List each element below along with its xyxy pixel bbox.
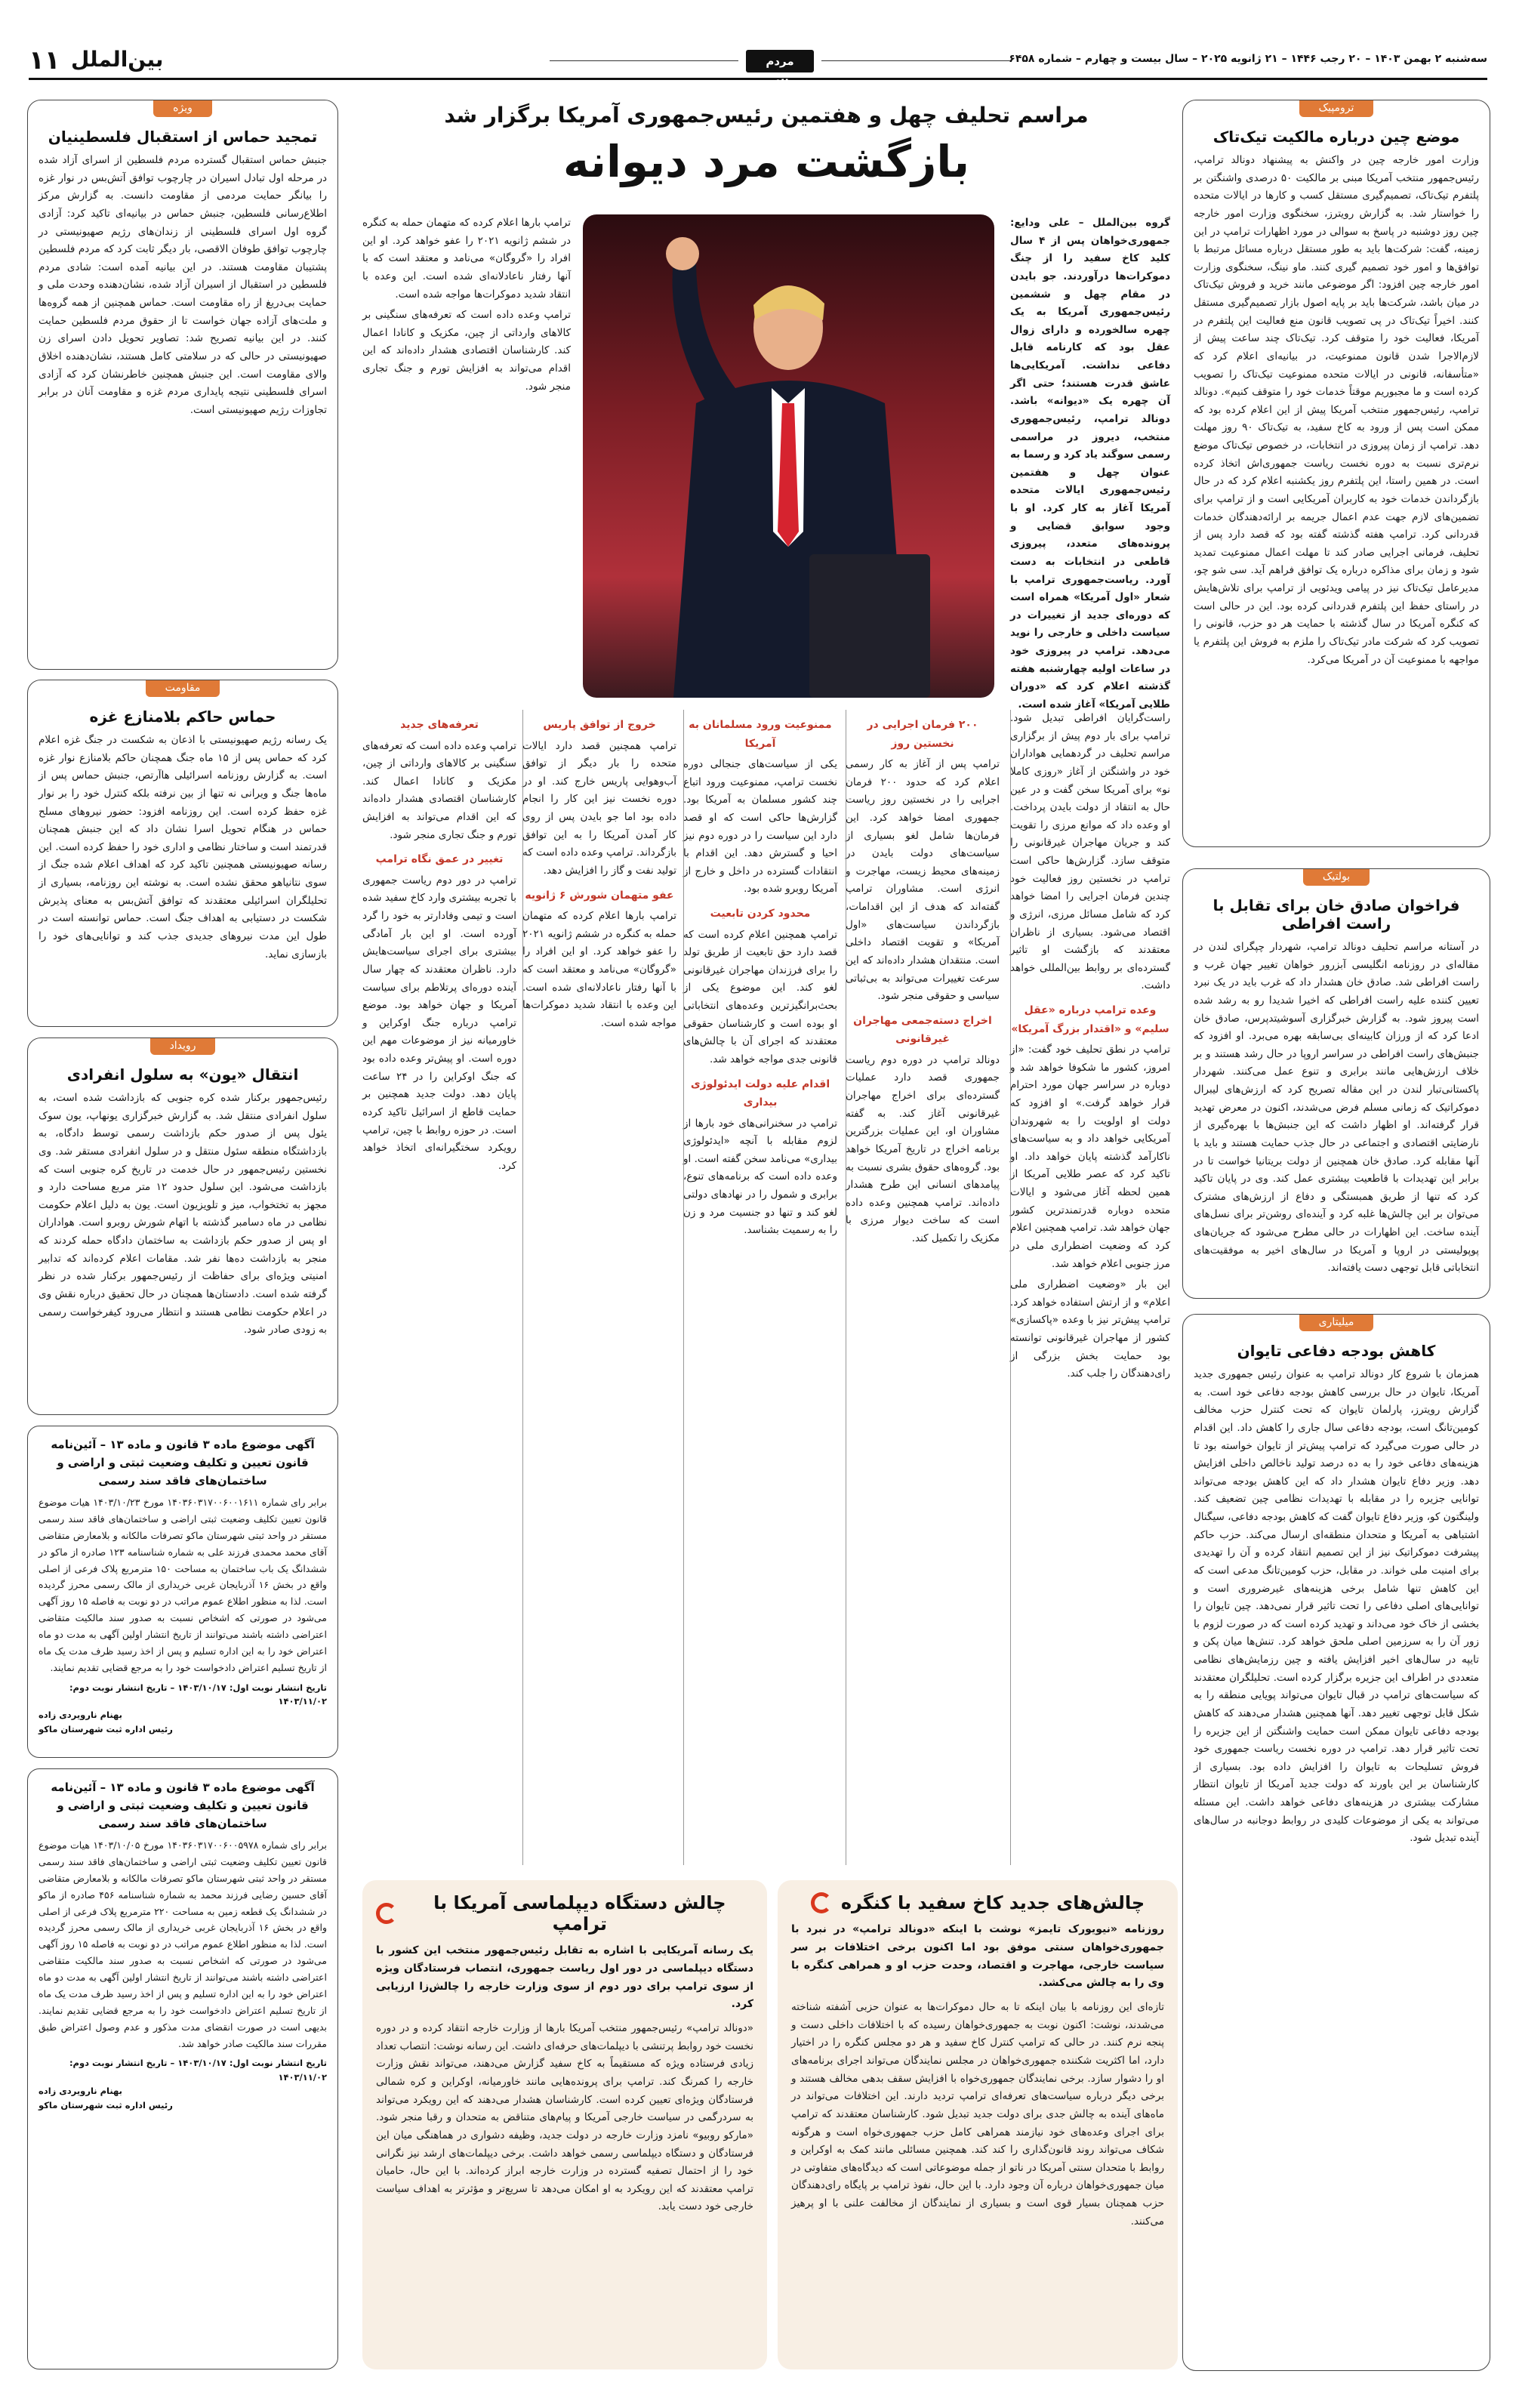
body-paragraph: این بار «وضعیت اضطراری ملی اعلام» و از ارتش استفاده خواهد کرد. ترامپ پیش‌تر نیز با وعده «پاکسازی» کشور از مهاجران غیرقانونی توانسته بود حمایت بخش بزرگی از رای‌دهندگان را جلب کند.	[1010, 1278, 1170, 1380]
article-title: حماس حاکم بلامنازع غزه	[89, 708, 276, 726]
body-paragraph: ترامپ در دور دوم ریاست جمهوری با تجربه بیشتری وارد کاخ سفید شده است و تیمی وفادارتر به خود را گرد آورده است. او این بار آمادگی بیشتری برای اجرای سیاست‌هایش دارد. ناظران معتقدند که چهار سال آینده دوره‌ای پرتلاطم برای سیاست آمریکا و جهان خواهد بود. موضع ترامپ درباره جنگ اوکراین و خاورمیانه نیز از موضوعات مهم این دوره است. او پیش‌تر وعده داده بود که جنگ اوکراین را در ۲۴ ساعت پایان دهد. دولت جدید همچنین بر حمایت قاطع از اسرائیل تاکید کرده است. در حوزه روابط با چین، ترامپ رویکرد سختگیرانه‌ای اتخاذ خواهد کرد.	[362, 874, 516, 1172]
article-title: چالش‌های جدید کاخ سفید با کنگره	[840, 1892, 1145, 1913]
subheading: عفو متهمان شورش ۶ ژانویه	[525, 889, 674, 902]
article-title: موضع چین درباره مالکیت تیک‌تاک	[1212, 128, 1460, 146]
article-body: یک رسانه رژیم صهیونیستی با اذعان به شکست در جنگ غزه اعلام کرد که حماس پس از ۱۵ ماه جنگ همچنان حاکم بلامنازع نوار غزه است. به گزارش روزنامه اسرائیلی هاآرتص، جنبش حماس پس از ماه‌ها جنگ و ویرانی نه تنها از بین نرفته بلکه کنترل خود را بر نوار غزه حفظ کرده است. این روزنامه افزود: حضور نیروهای مسلح حماس در هنگام تحویل اسرا نشان داد که این جنبش همچنان قدرتمند است و ساختار نظامی و اداری خود را حفظ کرده است. این رسانه صهیونیستی همچنین تاکید کرد که اهداف اعلام شده جنگ از سوی نتانیاهو محقق نشده است. به نوشته این روزنامه، بسیاری از تحلیلگران اسرائیلی معتقدند که توافق آتش‌بس به معنای پذیرش شکست در دستیابی به اهداف جنگ است. حماس توانسته است در طول این مدت نیروهای جدیدی جذب کند و توانایی‌های خود را بازسازی نماید.	[39, 734, 327, 960]
body-paragraph: یکی از سیاست‌های جنجالی دوره نخست ترامپ، ممنوعیت ورود اتباع چند کشور مسلمان به آمریکا بود. گزارش‌ها حاکی است که او قصد دارد این سیاست را در دوره دوم نیز احیا و گسترش دهد. این اقدام با انتقادات گسترده در داخل و خارج از آمریکا روبرو شده بود.	[683, 758, 837, 896]
logo-rule-right	[821, 60, 1010, 61]
body-paragraph: ترامپ همچنین قصد دارد ایالات متحده را بار دیگر از توافق آب‌وهوایی پاریس خارج کند. او در دوره نخست نیز این کار را انجام داده بود اما جو بایدن پس از روی کار آمدن آمریکا را به این توافق بازگرداند. ترامپ وعده داده است که تولید نفت و گاز را افزایش دهد.	[522, 739, 676, 877]
body-paragraph: ترامپ در نطق تحلیف خود گفت: «از امروز، کشور ما شکوفا خواهد شد و دوباره در سراسر جهان مورد احترام قرار خواهد گرفت.» او افزود که دولت او اولویت را به شهروندان آمریکایی خواهد داد و به سیاست‌های ناکارآمد گذشته پایان خواهد داد. او تاکید کرد که عصر طلایی آمریکا از همین لحظه آغاز می‌شود و ایالات متحده دوباره قدرتمندترین کشور جهان خواهد شد. ترامپ همچنین اعلام کرد که وضعیت اضطراری ملی در مرز جنوبی اعلام خواهد شد.	[1010, 1044, 1170, 1270]
trump-photo	[583, 214, 994, 698]
body-paragraph: ترامپ همچنین اعلام کرده است که قصد دارد حق تابعیت از طریق تولد را برای فرزندان مهاجران غیرقانونی لغو کند. این موضوع یکی از بحث‌برانگیزترین وعده‌های انتخاباتی او بوده است و کارشناسان حقوقی معتقدند که اجرای آن با چالش‌های قانونی جدی مواجه خواهد شد.	[683, 928, 837, 1065]
left-column-box-2	[27, 680, 338, 1027]
body-paragraph: دونالد ترامپ در دوره دوم ریاست جمهوری قصد دارد عملیات گسترده‌ای برای اخراج مهاجران غیرقانونی آغاز کند. به گفته مشاوران او، این عملیات بزرگترین برنامه اخراج در تاریخ آمریکا خواهد بود. گروه‌های حقوق بشری نسبت به پیامدهای انسانی این طرح هشدار داده‌اند. ترامپ همچنین وعده داده است که ساخت دیوار مرزی با مکزیک را تکمیل کند.	[846, 1053, 1000, 1244]
main-col-4	[522, 710, 676, 1314]
section-tag: ویژه	[153, 100, 212, 117]
page-number: ۱۱	[29, 45, 60, 76]
article-title: کاهش بودجه دفاعی تایوان	[1237, 1342, 1436, 1360]
section-title: بین‌الملل	[71, 47, 164, 72]
body-paragraph: راست‌گرایان افراطی تبدیل شود. ترامپ برای بار دوم پیش از برگزاری مراسم تحلیف در گردهمایی هواداران خود در واشنگتن از آغاز «روزی کاملا نو» برای آمریکا سخن گفت و در عین حال به انتقاد از دولت بایدن پرداخت. او وعده داد که موانع مرزی را تقویت کند و جریان مهاجران غیرقانونی را متوقف سازد. گزارش‌ها حاکی است ترامپ در نخستین روز فعالیت خود چندین فرمان اجرایی را امضا خواهد کرد که شامل مسائل مرزی، انرژی و اقتصاد می‌شود. بسیاری از ناظران معتقدند که بازگشت او تاثیر گسترده‌ای بر روابط بین‌المللی خواهد داشت.	[1010, 712, 1170, 992]
legal-notice-1	[27, 1426, 338, 1758]
article-body: در آستانه مراسم تحلیف دونالد ترامپ، شهردار چپگرای لندن در مقاله‌ای در روزنامه انگلیسی آبزرور خواهان تغییر جهان غرب و راست افراطی شد. صادق خان هشدار داد که غرب باید در یک نبرد تعیین کننده علیه راست افراطی که اخیرا شدیدا رو به رشد شده است پیروز شود. به گزارش خبرگزاری آسوشیتدپرس، صادق خان ادعا کرد که از ورزان کابینه‌ای بی‌سابقه بهره می‌برد. او افزود که جنبش‌های راست افراطی در سراسر اروپا در حال رشد هستند و بر خلاف ارزش‌هایی مانند برابری و تنوع عمل می‌کنند. شهردار پاکستانی‌تبار لندن در این مقاله تصریح کرد که ارزش‌های لیبرال دموکراتیک که زمانی مسلم فرض می‌شدند، اکنون در معرض تهدید قرار گرفته‌اند. او اظهار داشت که این جنبش‌ها با بهره‌گیری از نارضایتی اقتصادی و اجتماعی در حال جذب حمایت هستند و باید با آنها مقابله کرد. صادق خان همچنین از دولت بریتانیا خواست تا در برابر این تهدیدات با قاطعیت بیشتری عمل کند. وی در پایان تاکید کرد که تنها از طریق همبستگی و دفاع از ارزش‌های مشترک می‌توان بر این چالش‌ها غلبه کرد و آینده‌ای روشن‌تر برای نسل‌های آینده ساخت. این اظهارات در حالی مطرح می‌شود که جریان‌های پوپولیستی در اروپا و آمریکا در سال‌های اخیر به موفقیت‌های انتخاباتی قابل توجهی دست یافته‌اند.	[1194, 941, 1479, 1275]
body-paragraph: ترامپ در سخنرانی‌های خود بارها از لزوم مقابله با آنچه «ایدئولوژی بیداری» می‌نامد سخن گفته است. او وعده داده است که برنامه‌های تنوع، برابری و شمول را در نهادهای دولتی لغو کند و تنها دو جنسیت مرد و زن را به رسمیت بشناسد.	[683, 1117, 837, 1237]
article-body: رئیس‌جمهور برکنار شده کره جنوبی که بازداشت شده است، به سلول انفرادی منتقل شد. به گزارش خبرگزاری یونهاپ، یون سوک یئول پس از صدور حکم بازداشت رسمی توسط دادگاه، به بازداشتگاه منطقه سئول منتقل و در سلول انفرادی مستقر شد. وی نخستین رئیس‌جمهور در حال خدمت در تاریخ کره جنوبی است که بازداشت می‌شود. این سلول حدود ۱۲ متر مربع مساحت دارد و مجهز به تختخواب، میز و تلویزیون است. یون به دلیل اعلام حکومت نظامی در ماه دسامبر گذشته با اتهام شورش روبرو است. هواداران او پس از صدور حکم بازداشت به ساختمان دادگاه حمله کردند که منجر به بازداشت ده‌ها نفر شد. مقامات اعلام کرده‌اند که تدابیر امنیتی ویژه‌ای برای حفاظت از رئیس‌جمهور برکنار شده در نظر گرفته شده است. دادستان‌ها همچنان در حال تحقیق درباره نقش وی در اعلام حکومت نظامی هستند و انتظار می‌رود کیفرخواست رسمی به زودی صادر شود.	[39, 1092, 327, 1337]
body-paragraph: ترامپ وعده داده است که تعرفه‌های سنگینی بر کالاهای وارداتی از چین، مکزیک و کانادا اعمال کند. کارشناسان اقتصادی هشدار داده‌اند که این اقدام می‌تواند به افزایش تورم و جنگ تجاری منجر شود.	[362, 739, 516, 841]
main-col-5	[362, 710, 516, 1314]
left-column-box-1	[27, 100, 338, 670]
notice-body: برابر رای شماره ۱۴۰۳۶۰۳۱۷۰۰۶۰۰۵۹۷۸ مورخ ۱۴۰۳/۱۰/۰۵ هیات موضوع قانون تعیین تکلیف وضعیت ثبتی اراضی و ساختمان‌های فاقد سند رسمی مستقر در واحد ثبتی شهرستان ماکو تصرفات مالکانه و بلامعارض متقاضی آقای حسین رضایی فرزند محمد به شماره شناسنامه ۴۵۶ صادره از ماکو در ششدانگ یک قطعه زمین به مساحت ۲۲۰ مترمربع پلاک فرعی از اصلی واقع در بخش ۱۶ آذربایجان غربی خریداری از مالک رسمی محرز گردیده است. لذا به منظور اطلاع عموم مراتب در دو نوبت به فاصله ۱۵ روز آگهی می‌شود در صورتی که اشخاص نسبت به صدور سند مالکیت متقاضی اعتراضی داشته باشند می‌توانند از تاریخ انتشار اولین آگهی به مدت دو ماه اعتراض خود را به این اداره تسلیم و پس از اخذ رسید ظرف مدت یک ماه از تاریخ تسلیم اعتراض دادخواست خود را به مرجع قضایی تقدیم نمایند. بدیهی است در صورت انقضای مدت مذکور و عدم وصول اعتراض طبق مقررات سند مالکیت صادر خواهد شد.	[39, 1839, 328, 2049]
article-body: «دونالد ترامپ» رئیس‌جمهور منتخب آمریکا بارها از وزارت خارجه انتقاد کرده و در دوره نخست خود روابط پرتنشی با دیپلمات‌های حرفه‌ای داشت. این رسانه نوشت: انتصاب تعداد زیادی فرستاده ویژه که مستقیماً به کاخ سفید گزارش می‌دهند، می‌تواند نقش وزارت خارجه را کمرنگ کند. ترامپ برای پرونده‌هایی مانند خاورمیانه، اوکراین و کره شمالی فرستادگان ویژه‌ای تعیین کرده است. کارشناسان هشدار می‌دهند که این رویکرد می‌تواند به سردرگمی در سیاست خارجی آمریکا و پیام‌های متناقض به متحدان و رقبا منجر شود. «مارکو روبیو» نامزد وزارت خارجه در دولت جدید، وظیفه دشواری در هماهنگی میان این فرستادگان و دستگاه دیپلماسی رسمی خواهد داشت. برخی دیپلمات‌های ارشد نیز نگرانی خود را از احتمال تصفیه گسترده در وزارت خارجه ابراز کرده‌اند. با این حال، حامیان ترامپ معتقدند که این رویکرد به او امکان می‌دهد تا سریع‌تر و مؤثرتر به اهداف سیاست خارجی خود دست یابد.	[376, 2022, 753, 2213]
notice-title: آگهی موضوع ماده ۳ قانون و ماده ۱۳ – آئین‌نامه قانون تعیین و تکلیف وضعیت ثبتی و اراضی و ساختمان‌های فاقد سند رسمی	[51, 1781, 315, 1830]
brand-mark-icon	[376, 1903, 397, 1924]
subheading: ممنوعیت ورود مسلمانان به آمریکا	[689, 719, 832, 750]
main-story	[362, 100, 1170, 1380]
article-body: همزمان با شروع کار دونالد ترامپ به عنوان رئیس جمهوری جدید آمریکا، تایوان در حال بررسی کاهش بودجه دفاعی خود است. به گزارش رویترز، پارلمان تایوان که تحت کنترل حزب مخالف کومین‌تانگ است، بودجه دفاعی سال جاری را کاهش داد. این اقدام در حالی صورت می‌گیرد که ترامپ پیش‌تر از تایوان خواسته بود تا هزینه‌های دفاعی خود را به ده درصد تولید ناخالص داخلی افزایش دهد. وزیر دفاع تایوان هشدار داد که این کاهش بودجه می‌تواند توانایی جزیره را در مقابله با تهدیدات نظامی چین تضعیف کند. ولینگتون کو، وزیر دفاع تایوان گفت که کاهش بودجه دفاعی، سیگنال اشتباهی به آمریکا و متحدان منطقه‌ای ارسال می‌کند. حزب حاکم پیشرفت دموکراتیک نیز از این تصمیم انتقاد کرده و آن را تهدیدی برای امنیت ملی خواند. در مقابل، حزب کومین‌تانگ مدعی است که این کاهش تنها شامل برخی هزینه‌های غیرضروری است و توانایی‌های اصلی دفاعی را تحت تاثیر قرار نمی‌دهد. چین تایوان را بخشی از خاک خود می‌داند و تهدید کرده است که در صورت لزوم با زور آن را به سرزمین اصلی ملحق خواهد کرد. تنش‌ها میان پکن و تایپه در سال‌های اخیر افزایش یافته و چین رزمایش‌های نظامی متعددی در اطراف این جزیره برگزار کرده است. تحلیلگران معتقدند که سیاست‌های ترامپ در قبال تایوان می‌تواند پویایی منطقه را به شکل قابل توجهی تغییر دهد. آنها همچنین هشدار می‌دهند که کاهش بودجه دفاعی تایوان ممکن است حمایت واشنگتن از این جزیره را تحت تاثیر قرار دهد. ترامپ در دوره نخست ریاست جمهوری خود فروش تسلیحات به تایوان را افزایش داده بود. بسیاری از کارشناسان بر این باورند که دولت جدید آمریکا از تایوان انتظار مشارکت بیشتری در هزینه‌های دفاعی خواهد داشت. این مسئله می‌تواند به یکی از موضوعات کلیدی در روابط دوجانبه در سال‌های آینده تبدیل شود.	[1194, 1368, 1479, 1845]
main-col-3	[683, 710, 837, 1314]
section-tag: بولتیک	[1303, 869, 1370, 886]
main-col-b	[362, 214, 571, 698]
notice-office: رئیس اداره ثبت شهرستان ماکو	[39, 1723, 173, 1734]
main-col-1	[1010, 710, 1170, 1380]
body-paragraph: ترامپ پس از آغاز به کار رسمی اعلام کرد که حدود ۲۰۰ فرمان اجرایی را در نخستین روز ریاست جمهوری امضا خواهد کرد. این فرمان‌ها شامل لغو بسیاری از سیاست‌های دولت بایدن در زمینه‌های محیط زیست، مهاجرت و انرژی است. مشاوران ترامپ گفته‌اند که هدف از این اقدامات، بازگرداندن سیاست‌های «اول آمریکا» و تقویت اقتصاد داخلی است. منتقدان هشدار داده‌اند که این سرعت تغییرات می‌تواند به بی‌ثباتی سیاسی و حقوقی منجر شود.	[846, 758, 1000, 1003]
body-paragraph: ترامپ وعده داده است که تعرفه‌های سنگینی بر کالاهای وارداتی از چین، مکزیک و کانادا اعمال کند. کارشناسان اقتصادی هشدار داده‌اند که این اقدام می‌تواند به افزایش تورم و جنگ تجاری منجر شود.	[362, 309, 571, 393]
masthead	[29, 44, 1487, 91]
article-lead: روزنامه «نیویورک تایمز» نوشت با اینکه «دونالد ترامپ» در نبرد با جمهوری‌خواهان سنتی موفق بود اما اکنون برخی اختلافات بر سر سیاست خارجی، مهاجرت و اقتصاد، وحدت حزب او و همراهی کنگره با وی را به چالش می‌کشد.	[791, 1923, 1164, 1990]
notice-signatory: بهنام نارویردی زاده	[39, 2086, 122, 2097]
notice-signatory: بهنام نارویردی زاده	[39, 1710, 122, 1721]
column-rule	[1010, 710, 1011, 1865]
notice-body: برابر رای شماره ۱۴۰۳۶۰۳۱۷۰۰۶۰۰۱۶۱۱ مورخ ۱۴۰۳/۱۰/۲۳ هیات موضوع قانون تعیین تکلیف وضعیت ثبتی اراضی و ساختمان‌های فاقد سند رسمی مستقر در واحد ثبتی شهرستان ماکو تصرفات مالکانه و بلامعارض متقاضی آقای محمد محمدی فرزند علی به شماره شناسنامه ۱۲۳ صادره از ماکو در ششدانگ یک باب ساختمان به مساحت ۱۵۰ مترمربع پلاک فرعی از اصلی واقع در بخش ۱۶ آذربایجان غربی خریداری از مالک رسمی محرز گردیده است. لذا به منظور اطلاع عموم مراتب در دو نوبت به فاصله ۱۵ روز آگهی می‌شود در صورتی که اشخاص نسبت به صدور سند مالکیت متقاضی اعتراضی داشته باشند می‌توانند از تاریخ انتشار اولین آگهی به مدت دو ماه اعتراض خود را به این اداره تسلیم و پس از اخذ رسید ظرف مدت یک ماه از تاریخ تسلیم اعتراض دادخواست خود را به مرجع قضایی تقدیم نمایند.	[39, 1497, 327, 1673]
article-title: فراخوان صادق خان برای تقابل با راست افراطی	[1212, 896, 1460, 933]
subheading: تغییر در عمق نگاه ترامپ	[375, 853, 504, 866]
subheading: ۲۰۰ فرمان اجرایی در نخستین روز	[867, 719, 978, 750]
body-paragraph: ترامپ بارها اعلام کرده که متهمان حمله به کنگره در ششم ژانویه ۲۰۲۱ را عفو خواهد کرد. او این افراد را «گروگان» می‌نامد و معتقد است که با آنها رفتار ناعادلانه‌ای شده است. این وعده با انتقاد شدید دموکرات‌ها مواجه شده است.	[522, 910, 676, 1029]
notice-dates: تاریخ انتشار نوبت اول: ۱۴۰۳/۱۰/۱۷ – تاریخ انتشار نوبت دوم: ۱۴۰۳/۱۱/۰۲	[69, 2058, 327, 2083]
column-rule	[683, 710, 684, 1865]
subheading: محدود کردن تابعیت	[710, 908, 811, 920]
kicker: مراسم تحلیف چهل و هفتمین رئیس‌جمهوری آمریکا برگزار شد	[444, 103, 1089, 128]
dateline: سه‌شنبه ۲ بهمن ۱۴۰۳ – ۲۰ رجب ۱۴۴۶ – ۲۱ ژانویه ۲۰۲۵ – سال بیست و چهارم – شماره ۶۴۵۸	[1009, 53, 1487, 65]
section-tag: مقاومت	[146, 680, 220, 697]
lead-paragraph: گروه بین‌الملل – علی ودایع: جمهوری‌خواهان پس از ۴ سال کلید کاخ سفید را از چنگ دموکرات‌ها درآوردند. جو بایدن در مقام چهل و ششمین رئیس‌جمهوری آمریکا به یک چهره سالخورده و دارای زوال عقل بود که کارنامه قابل دفاعی نداشت. آمریکایی‌ها عاشق قدرت هستند؛ حتی اگر آن چهره یک «دیوانه» باشد. دونالد ترامپ، رئیس‌جمهوری منتخب، دیروز در مراسمی رسمی سوگند یاد کرد و رسما به عنوان چهل و هفتمین رئیس‌جمهوری ایالات متحده آمریکا آغاز به کار کرد. او با وجود سوابق قضایی و پرونده‌های متعدد، پیروزی قاطعی در انتخابات به دست آورد. ریاست‌جمهوری ترامپ با شعار «اول آمریکا» همراه است که دوره‌ای جدید از تغییرات در سیاست داخلی و خارجی را نوید می‌دهد. ترامپ در پیروزی خود در ساعات اولیه چهارشنبه هفته گذشته اعلام کرد که «دوران طلایی آمریکا» آغاز شده است.	[1010, 217, 1170, 711]
subheading: خروج از توافق پاریس	[543, 719, 656, 731]
section-tag: ترومپیک	[1299, 100, 1374, 117]
subheading: وعده ترامپ درباره «عقل سلیم» و «اقتدار بزرگ آمریکا»	[1011, 1004, 1169, 1035]
article-body: جنبش حماس استقبال گسترده مردم فلسطین از اسرای آزاد شده در مرحله اول تبادل اسیران در چارچوب توافق آتش‌بس در نوار غزه را بیانگر حمایت مردمی از مقاومت دانست. به گزارش مرکز اطلاع‌رسانی فلسطین، جنبش حماس در بیانیه‌ای تاکید کرد: آزادی گروه اول اسرای فلسطینی از زندان‌های رژیم صهیونیستی در چارچوب توافق طوفان الاقصی، بار دیگر ثابت کرد که مردم فلسطین پشتیبان مقاومت هستند. در این بیانیه آمده است: شادی مردم فلسطین در استقبال از اسیران آزاد شده، نشان‌دهنده وحدت ملی و حمایت بی‌دریغ از راه مقاومت است. حماس همچنین از همه گروه‌ها و ملت‌های آزاده جهان خواست تا از حقوق مردم فلسطین حمایت کنند. در این بیانیه تصریح شد: تصاویر تحویل دادن اسرای زن صهیونیستی در حالی که در سلامتی کامل هستند، نشان‌دهنده اخلاق والای مقاومت است. این جنبش همچنین خاطرنشان کرد که آزادی اسرای فلسطینی نتیجه پایداری مردم غزه و مقاومت آنان در برابر تجاوزات رژیم صهیونیستی است.	[39, 154, 327, 416]
main-col-a	[1010, 214, 1170, 711]
article-body: وزارت امور خارجه چین در واکنش به پیشنهاد دونالد ترامپ، رئیس‌جمهور منتخب آمریکا مبنی بر مالکیت ۵۰ درصدی واشنگتن بر پلتفرم تیک‌تاک، تصمیم‌گیری مستقل کسب و کارها در ایالات متحده را خواستار شد. به گزارش رویترز، سخنگوی وزارت امور خارجه چین روز دوشنبه در پاسخ به سوالی در مورد اظهارات ترامپ در این زمینه، گفت: شرکت‌ها باید به طور مستقل درباره مسائل مرتبط با توافق‌ها و امور خود تصمیم گیری کنند. ماو نینگ، سخنگوی وزارت امور خارجه چین افزود: اگر موضوعی مانند خرید و فروش تیک‌تاک در میان باشد، شرکت‌ها باید بر پایه اصول بازار تصمیم‌گیری مستقل کنند. اخیراً تیک‌تاک در پی تصویب قانون منع فعالیت این پلتفرم در آمریکا، فعالیت خود را متوقف کرد. تیک‌تاک چند ساعت پیش از لازم‌الاجرا شدن قانون ممنوعیت، در بیانیه‌ای اعلام کرد که «متأسفانه، قانونی در ایالات متحده ممنوعیت تیک‌تاک را تصویب کرده است و ما مجبوریم موقتاً خدمات خود را متوقف کنیم». دونالد ترامپ، رئیس‌جمهور منتخب آمریکا پیش از این اعلام کرده بود که ممکن است پس از ورود به کاخ سفید، به تیک‌تاک ۹۰ روز مهلت دهد. ترامپ از زمان پیروزی در انتخابات، در خصوص تیک‌تاک موضع نرم‌تری نسبت به دوره نخست ریاست جمهوری‌اش اتخاذ کرده است. در همین راستا، این پلتفرم روز یکشنبه اعلام کرد که در حال بازگرداندن خدمات خود به کاربران آمریکایی است و از ترامپ برای تضمین‌های لازم جهت عدم اعمال جریمه بر ارائه‌دهندگان خدمات قدردانی کرد. ترامپ هفته گذشته گفته بود که قصد دارد پس از تحلیف، فرمانی اجرایی صادر کند تا مهلت اعمال ممنوعیت تمدید شود و زمان برای مذاکره درباره یک توافق فراهم آید. سی شو چو، مدیرعامل تیک‌تاک نیز در پیامی ویدئویی از ترامپ برای تلاش‌هایش در راستای حفظ این پلتفرم قدردانی کرده بود. این در حالی است که کنگره آمریکا در سال گذشته با حمایت هر دو حزب، قانونی را تصویب کرد که شرکت مادر تیک‌تاک را ملزم به فروش این پلتفرم یا مواجهه با ممنوعیت آن در آمریکا می‌کرد.	[1194, 154, 1480, 666]
bottom-box-congress	[778, 1880, 1178, 2369]
left-column-box-3	[27, 1038, 338, 1415]
main-col-2	[846, 710, 1000, 1314]
newspaper-logo	[746, 50, 814, 91]
trump-figure-illustration	[583, 214, 994, 698]
right-column-box-2	[1182, 868, 1490, 1299]
section-tag: میلیتاری	[1299, 1315, 1374, 1331]
subheading: اقدام علیه دولت ایدئولوژی بیداری	[690, 1078, 830, 1108]
article-body: تازه‌ای این روزنامه با بیان اینکه تا به حال دموکرات‌ها به عنوان حزبی آشفته شناخته می‌شدند، نوشت: اکنون نوبت به جمهوری‌خواهان رسیده که با اختلافات داخلی دست و پنجه نرم کنند. در حالی که ترامپ کنترل کاخ سفید و هر دو مجلس کنگره را در اختیار دارد، اما اکثریت شکننده جمهوری‌خواهان در مجلس نمایندگان می‌تواند اجرای برنامه‌های او را دشوار سازد. برخی نمایندگان جمهوری‌خواه با افزایش سقف بدهی مخالف هستند و برخی دیگر درباره سیاست‌های تعرفه‌ای ترامپ تردید دارند. این اختلافات می‌تواند در ماه‌های آینده به چالش جدی برای دولت جدید تبدیل شود. کارشناسان معتقدند که ترامپ برای اجرای وعده‌های خود نیازمند همراهی کامل حزب جمهوری‌خواه است و هرگونه شکاف می‌تواند روند قانون‌گذاری را کند کند. همچنین مسائلی مانند کمک به اوکراین و روابط با متحدان سنتی آمریکا در ناتو از جمله موضوعاتی است که دیدگاه‌های متفاوتی در میان جمهوری‌خواهان درباره آن وجود دارد. با این حال، نفوذ ترامپ بر پایگاه رای‌دهندگان حزب همچنان بسیار قوی است و بسیاری از نمایندگان از مخالفت علنی با او پرهیز می‌کنند.	[791, 2001, 1164, 2228]
article-title: انتقال «یون» به سلول انفرادی	[66, 1065, 299, 1084]
article-title: چالش دستگاه دیپلماسی آمریکا با ترامپ	[433, 1892, 726, 1935]
headline: بازگشت مرد دیوانه	[563, 136, 969, 187]
notice-office: رئیس اداره ثبت شهرستان ماکو	[39, 2099, 173, 2110]
legal-notice-2	[27, 1768, 338, 2369]
body-paragraph: ترامپ بارها اعلام کرده که متهمان حمله به کنگره در ششم ژانویه ۲۰۲۱ را عفو خواهد کرد. او این افراد را «گروگان» می‌نامد و معتقد است که با آنها رفتار ناعادلانه‌ای شده است. این وعده با انتقاد شدید دموکرات‌ها مواجه شده است.	[362, 217, 571, 301]
subheading: تعرفه‌های جدید	[400, 719, 479, 731]
notice-dates: تاریخ انتشار نوبت اول: ۱۴۰۳/۱۰/۱۷ – تاریخ انتشار نوبت دوم: ۱۴۰۳/۱۱/۰۲	[69, 1682, 327, 1707]
brand-mark-icon	[811, 1892, 832, 1913]
section-tag: رویداد	[150, 1038, 216, 1055]
logo-rule-left	[550, 60, 738, 61]
logo-text: مردم سالاری	[760, 54, 800, 91]
notice-title: آگهی موضوع ماده ۳ قانون و ماده ۱۳ – آئین‌نامه قانون تعیین و تکلیف وضعیت ثبتی و اراضی و ساختمان‌های فاقد سند رسمی	[51, 1438, 315, 1488]
column-rule	[522, 710, 523, 1865]
bottom-box-diplomacy	[362, 1880, 767, 2369]
subheading: اخراج دسته‌جمعی مهاجران غیرقانونی	[853, 1014, 992, 1046]
right-column-box-3	[1182, 1314, 1490, 2371]
right-column-box-1	[1182, 100, 1490, 847]
article-title: تمجید حماس از استقبال فلسطینیان	[48, 128, 318, 146]
article-lead: یک رسانه آمریکایی با اشاره به تقابل رئیس‌جمهور منتخب این کشور با دستگاه دیپلماسی در دور اول ریاست جمهوری، انتصاب فرستادگان ویژه از سوی ترامپ برای دور دوم از سوی وزارت خارجه را چالش‌زا ارزیابی کرد.	[376, 1944, 753, 2011]
